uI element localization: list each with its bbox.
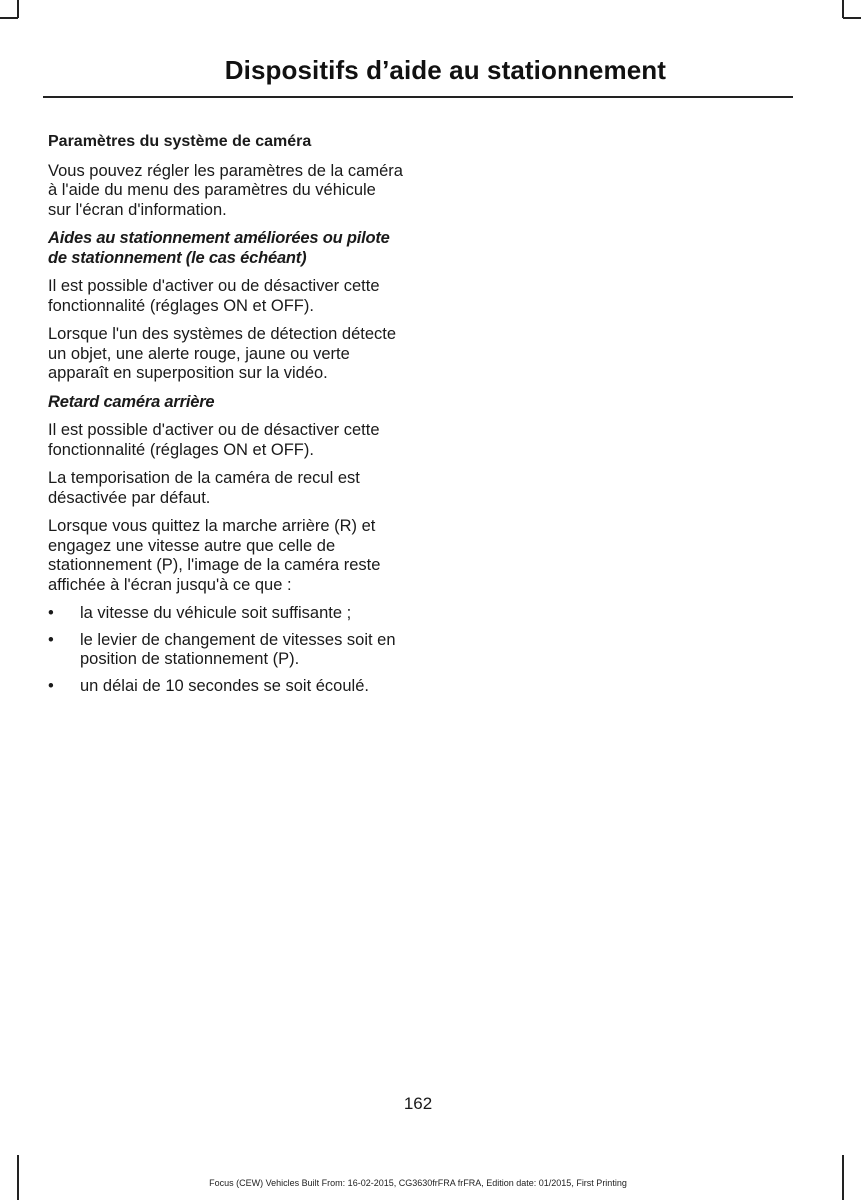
list-item: [48, 631, 403, 670]
rear-camera-delay-heading: Retard caméra arrière: [48, 392, 215, 411]
crop-mark-top-left: [17, 0, 19, 18]
main-content: [48, 132, 403, 703]
list-item: [48, 604, 403, 624]
camera-settings-heading: Paramètres du système de caméra: [48, 133, 312, 150]
bullet-icon: •: [48, 676, 54, 695]
list-item: [48, 677, 403, 697]
conditions-list: [48, 604, 403, 696]
footer-print-info: Focus (CEW) Vehicles Built From: 16-02-2015, CG3630frFRA frFRA, Edition date: 01/2015, First Printing: [209, 1178, 627, 1188]
crop-mark-top-right-horizontal: [843, 17, 861, 19]
bullet-icon: •: [48, 630, 54, 649]
page-title: Dispositifs d’aide au stationnement: [224, 55, 666, 85]
bullet-icon: •: [48, 604, 54, 622]
page-number: 162: [403, 1094, 433, 1113]
parking-aids-heading: Aides au stationnement améliorées ou pilote de stationnement (le cas échéant): [48, 229, 390, 267]
list-item-text: la vitesse du véhicule soit suffisante ;: [80, 604, 352, 622]
rear-camera-delay-paragraph-3: Lorsque vous quittez la marche arrière (R) et engagez une vitesse autre que celle de stationnement (P), l'image de la caméra reste affichée à l'écran jusqu'à ce que :: [48, 517, 381, 594]
parking-aids-paragraph-1: Il est possible d'activer ou de désactiver cette fonctionnalité (réglages ON et OFF).: [48, 277, 380, 315]
crop-mark-top-left-horizontal: [0, 17, 18, 19]
rear-camera-delay-paragraph-1: Il est possible d'activer ou de désactiver cette fonctionnalité (réglages ON et OFF).: [48, 421, 380, 459]
camera-settings-paragraph: Vous pouvez régler les paramètres de la caméra à l'aide du menu des paramètres du véhicule sur l'écran d'information.: [48, 161, 403, 219]
parking-aids-paragraph-2: Lorsque l'un des systèmes de détection détecte un objet, une alerte rouge, jaune ou verte apparaît en superposition sur la vidéo.: [48, 325, 397, 382]
crop-mark-bottom-right: [842, 1155, 844, 1200]
title-divider: [43, 96, 793, 98]
crop-mark-top-right: [842, 0, 844, 18]
list-item-text: le levier de changement de vitesses soit en position de stationnement (P).: [80, 630, 396, 668]
list-item-text: un délai de 10 secondes se soit écoulé.: [80, 676, 369, 695]
rear-camera-delay-paragraph-2: La temporisation de la caméra de recul est désactivée par défaut.: [48, 469, 360, 507]
